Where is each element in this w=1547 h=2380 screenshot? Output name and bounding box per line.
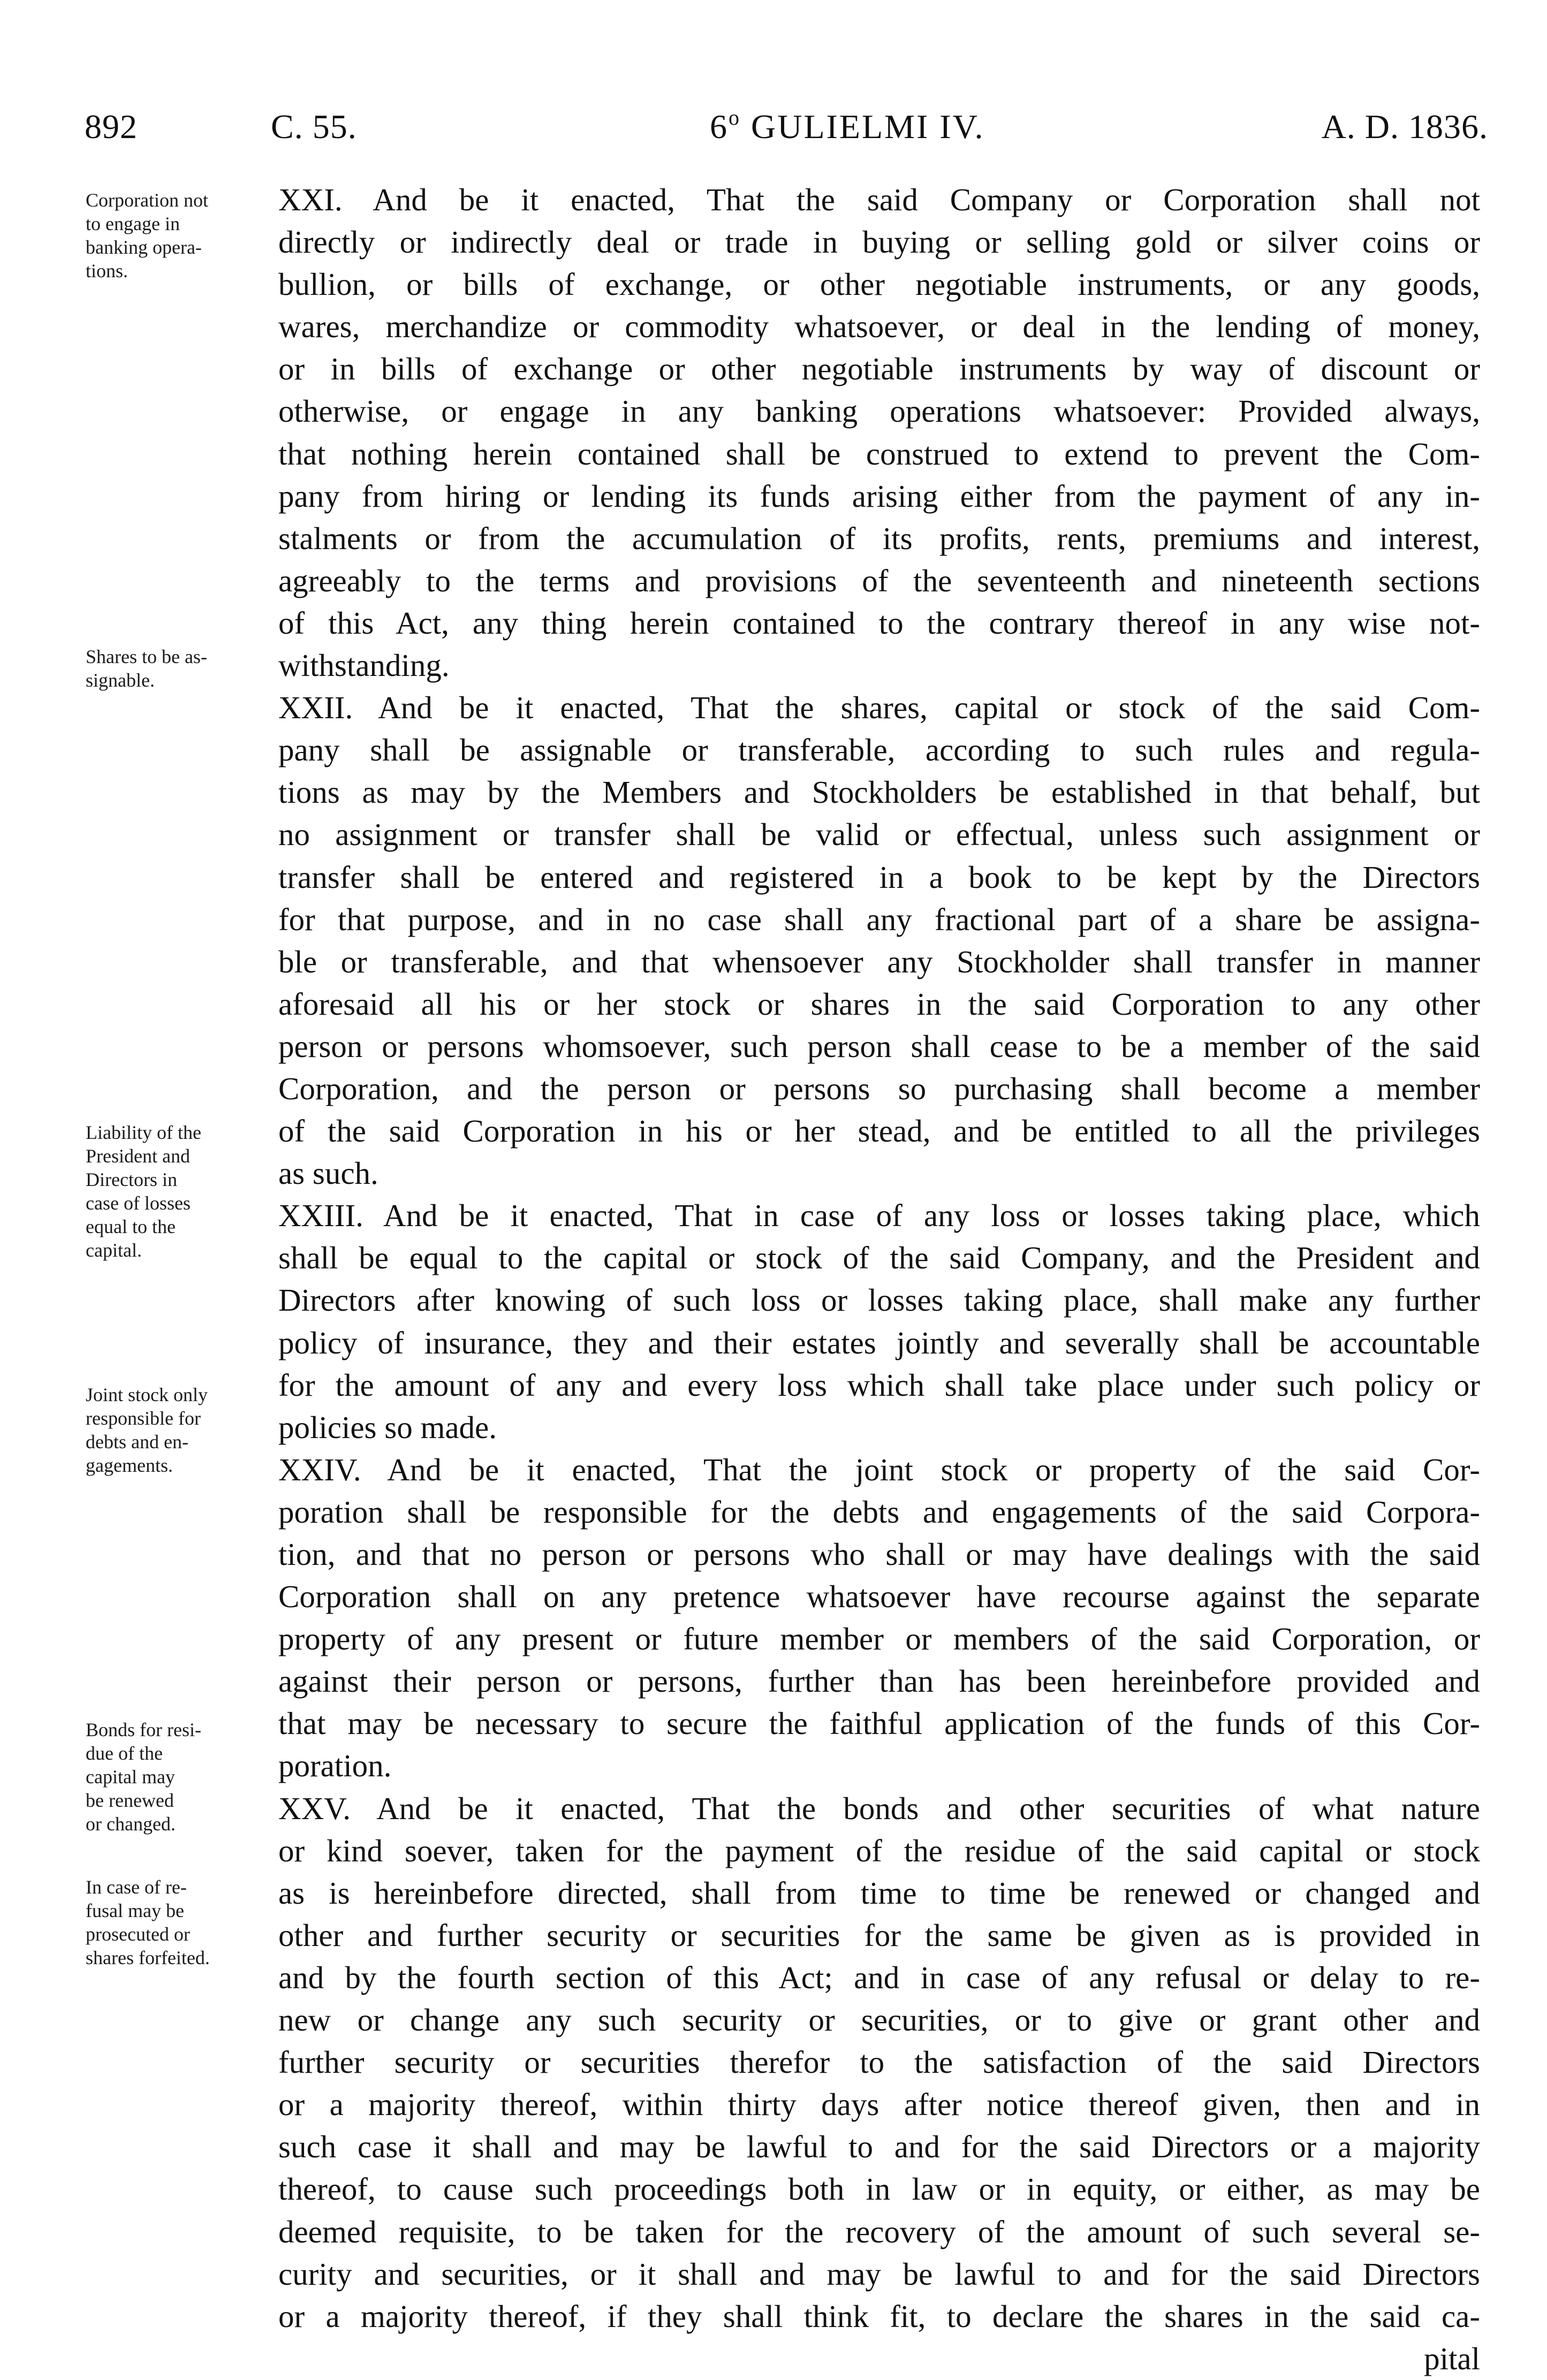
margin-note-line: to engage in bbox=[86, 213, 180, 234]
body-text-line: Directors after knowing of such loss or losses taking place, shall make any further bbox=[278, 1282, 1480, 1318]
page-number: 892 bbox=[85, 108, 138, 146]
body-text-line: no assignment or transfer shall be valid or effectual, unless such assignment or bbox=[278, 817, 1480, 853]
body-text-line: and by the fourth section of this Act; and in case of any refusal or delay to re- bbox=[278, 1959, 1480, 1995]
body-text-line: ble or transferable, and that whensoever any Stockholder shall transfer in manner bbox=[278, 944, 1480, 979]
body-text-line: as is hereinbefore directed, shall from time to time be renewed or changed and bbox=[278, 1875, 1480, 1911]
body-text-line: or in bills of exchange or other negotiable instruments by way of discount or bbox=[278, 351, 1480, 387]
margin-note-line: Corporation not bbox=[86, 189, 208, 211]
body-text-line: policy of insurance, they and their estates jointly and severally shall be accountable bbox=[278, 1325, 1480, 1360]
margin-note-line: due of the bbox=[86, 1743, 163, 1764]
margin-note-line: responsible for bbox=[86, 1408, 201, 1429]
margin-note-line: Directors in bbox=[86, 1169, 177, 1190]
margin-note-line: be renewed bbox=[86, 1790, 174, 1811]
margin-note-line: equal to the bbox=[86, 1216, 176, 1237]
margin-note-line: In case of re- bbox=[86, 1876, 187, 1898]
body-text-line: directly or indirectly deal or trade in buying or selling gold or silver coins or bbox=[278, 224, 1480, 260]
margin-note-line: capital may bbox=[86, 1766, 175, 1788]
chapter-number: C. 55. bbox=[271, 108, 357, 146]
body-text-line: pany shall be assignable or transferable, according to such rules and regula- bbox=[278, 732, 1480, 768]
body-text-line: for that purpose, and in no case shall any fractional part of a share be assigna- bbox=[278, 901, 1480, 937]
body-text-line: stalments or from the accumulation of its profits, rents, premiums and interest, bbox=[278, 520, 1480, 556]
body-text-line: or a majority thereof, if they shall think fit, to declare the shares in the said ca- bbox=[278, 2298, 1480, 2334]
body-text-line: deemed requisite, to be taken for the recovery of the amount of such several se- bbox=[278, 2214, 1480, 2249]
margin-note-line: banking opera- bbox=[86, 237, 202, 258]
body-text-line: XXI. And be it enacted, That the said Company or Corporation shall not bbox=[278, 182, 1480, 217]
margin-note-bonds-renewed bbox=[86, 1718, 262, 1836]
body-text-line: curity and securities, or it shall and may be lawful to and for the said Directors bbox=[278, 2256, 1480, 2292]
margin-note-line: fusal may be bbox=[86, 1900, 184, 1921]
body-text-line: new or change any such security or securities, or to give or grant other and bbox=[278, 2002, 1480, 2038]
margin-note-line: capital. bbox=[86, 1240, 142, 1261]
regnal-year-number: 6 bbox=[710, 108, 729, 146]
body-text-line: against their person or persons, further than has been hereinbefore provided and bbox=[278, 1663, 1480, 1699]
statute-body-text bbox=[278, 179, 1480, 2380]
margin-note-line: tions. bbox=[86, 260, 128, 282]
margin-note-refusal-prosecuted bbox=[86, 1875, 262, 1970]
margin-note-line: prosecuted or bbox=[86, 1923, 190, 1945]
margin-note-line: Liability of the bbox=[86, 1122, 201, 1143]
body-text-line: further security or securities therefor to the satisfaction of the said Directors bbox=[278, 2044, 1480, 2080]
body-text-line: poration. bbox=[278, 1748, 392, 1784]
body-text-line: poration shall be responsible for the debts and engagements of the said Corpora- bbox=[278, 1494, 1480, 1530]
body-text-line: or kind soever, taken for the payment of the residue of the said capital or stock bbox=[278, 1832, 1480, 1868]
body-text-line: for the amount of any and every loss which shall take place under such policy or bbox=[278, 1367, 1480, 1403]
body-text-line: bullion, or bills of exchange, or other negotiable instruments, or any goods, bbox=[278, 267, 1480, 302]
body-text-line: as such. bbox=[278, 1155, 378, 1191]
anno-domini-year: A. D. 1836. bbox=[1321, 108, 1488, 146]
body-text-line: property of any present or future member or members of the said Corporation, or bbox=[278, 1621, 1480, 1657]
body-text-line: transfer shall be entered and registered in a book to be kept by the Directors bbox=[278, 859, 1480, 895]
body-text-line: XXIV. And be it enacted, That the joint stock or property of the said Cor- bbox=[278, 1451, 1480, 1487]
regnal-year-superscript: o bbox=[729, 105, 741, 130]
margin-note-line: Bonds for resi- bbox=[86, 1719, 201, 1740]
body-text-line: policies so made. bbox=[278, 1409, 497, 1445]
body-text-line: wares, merchandize or commodity whatsoever, or deal in the lending of money, bbox=[278, 309, 1480, 345]
margin-note-line: case of losses bbox=[86, 1192, 191, 1214]
body-text-line: agreeably to the terms and provisions of the seventeenth and nineteenth sections bbox=[278, 562, 1480, 598]
body-text-line: Corporation, and the person or persons so purchasing shall become a member bbox=[278, 1070, 1480, 1106]
body-text-line: tions as may by the Members and Stockholders be established in that behalf, but bbox=[278, 774, 1480, 810]
body-text-line: XXIII. And be it enacted, That in case of any loss or losses taking place, which bbox=[278, 1198, 1480, 1234]
margin-note-corporation-not-banking bbox=[86, 188, 262, 283]
body-text-line: otherwise, or engage in any banking operations whatsoever: Provided always, bbox=[278, 393, 1480, 429]
margin-note-line: debts and en- bbox=[86, 1431, 188, 1453]
body-text-line: that may be necessary to secure the faithful application of the funds of this Cor- bbox=[278, 1706, 1480, 1742]
margin-note-shares-assignable bbox=[86, 645, 262, 692]
margin-note-line: President and bbox=[86, 1145, 190, 1167]
body-text-line: tion, and that no person or persons who shall or may have dealings with the said bbox=[278, 1537, 1480, 1572]
body-text-line: person or persons whomsoever, such person shall cease to be a member of the said bbox=[278, 1028, 1480, 1064]
margin-note-line: gagements. bbox=[86, 1455, 173, 1476]
catchword: pital bbox=[1424, 2340, 1480, 2376]
body-text-line: that nothing herein contained shall be construed to extend to prevent the Com- bbox=[278, 436, 1480, 472]
body-text-line: withstanding. bbox=[278, 648, 450, 683]
body-text-line: shall be equal to the capital or stock of the said Company, and the President and bbox=[278, 1240, 1480, 1276]
margin-note-line: Joint stock only bbox=[86, 1384, 208, 1405]
body-text-line: XXII. And be it enacted, That the shares, capital or stock of the said Com- bbox=[278, 690, 1480, 726]
body-text-line: thereof, to cause such proceedings both in law or in equity, or either, as may be bbox=[278, 2171, 1480, 2207]
margin-note-line: signable. bbox=[86, 670, 155, 691]
body-text-line: such case it shall and may be lawful to and for the said Directors or a majority bbox=[278, 2129, 1480, 2165]
regnal-name: GULIELMI IV. bbox=[741, 108, 985, 146]
body-text-line: or a majority thereof, within thirty days after notice thereof given, then and in bbox=[278, 2087, 1480, 2123]
body-text-line: of the said Corporation in his or her stead, and be entitled to all the privileges bbox=[278, 1113, 1480, 1149]
body-text-line: pany from hiring or lending its funds arising either from the payment of any in- bbox=[278, 478, 1480, 514]
body-text-line: other and further security or securities for the same be given as is provided in bbox=[278, 1917, 1480, 1953]
margin-note-liability-president bbox=[86, 1121, 262, 1262]
body-text-line: XXV. And be it enacted, That the bonds and other securities of what nature bbox=[278, 1790, 1480, 1826]
margin-note-line: shares forfeited. bbox=[86, 1947, 210, 1968]
body-text-line: Corporation shall on any pretence whatsoever have recourse against the separate bbox=[278, 1579, 1480, 1615]
margin-note-line: or changed. bbox=[86, 1813, 176, 1835]
regnal-year bbox=[710, 107, 985, 147]
margin-note-line: Shares to be as- bbox=[86, 646, 207, 667]
margin-note-joint-stock-only bbox=[86, 1383, 262, 1477]
body-text-line: aforesaid all his or her stock or shares in the said Corporation to any other bbox=[278, 986, 1480, 1022]
running-header bbox=[85, 107, 1488, 155]
body-text-line: of this Act, any thing herein contained to the contrary thereof in any wise not- bbox=[278, 605, 1480, 641]
